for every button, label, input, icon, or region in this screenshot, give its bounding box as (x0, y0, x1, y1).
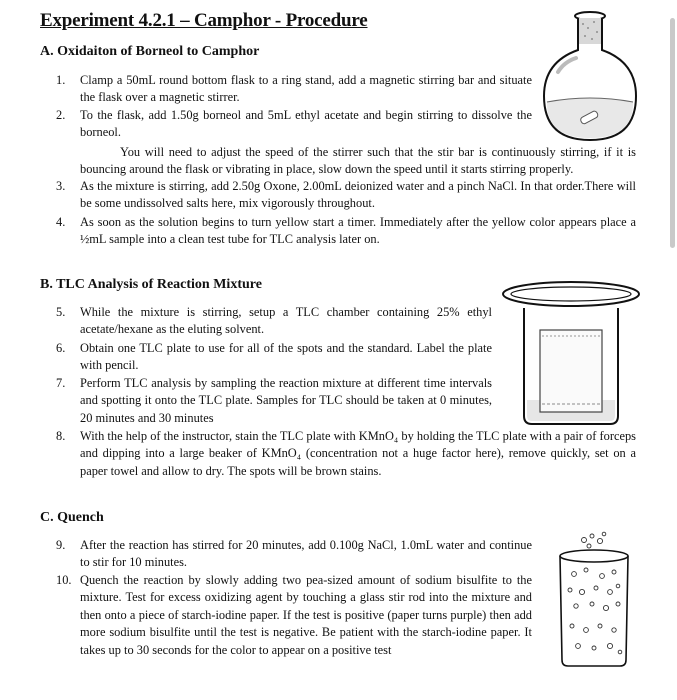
list-item: 5. While the mixture is stirring, setup a TLC chamber containing 25% ethyl acetate/hexane as the eluting solvent. (56, 305, 492, 337)
beaker-bubbles-icon (552, 530, 638, 670)
list-item: 1. Clamp a 50mL round bottom flask to a ring stand, add a magnetic stirring bar and situate the flask over a magnetic stirrer. (56, 73, 532, 105)
tlc-chamber-icon (500, 278, 646, 428)
section-b-heading: B. TLC Analysis of Reaction Mixture (40, 277, 262, 292)
list-item: 7. Perform TLC analysis by sampling the reaction mixture at different time intervals and spotting it onto the TLC plate. Samples for TLC should be taken at 0 minutes, 20 minutes and 30 minutes (56, 376, 492, 425)
list-item: 4. As soon as the solution begins to turn yellow start a timer. Immediately after the yellow color appears place a ½mL sample into a clean test tube for TLC analysis later on. (56, 215, 636, 247)
list-item: 9. After the reaction has stirred for 20 minutes, add 0.100g NaCl, 1.0mL water and continue to stir for 10 minutes. (56, 538, 532, 570)
stirring-note: You will need to adjust the speed of the stirrer such that the stir bar is continuously stirring, if it is bouncing around the flask or vibrating in place, slow down the speed until it starts stirring properly. (80, 145, 636, 177)
section-a-heading: A. Oxidaiton of Borneol to Camphor (40, 44, 260, 59)
page-title: Experiment 4.2.1 – Camphor - Procedure (40, 10, 368, 31)
list-item: 8. With the help of the instructor, stain the TLC plate with KMnO₄ by holding the TLC plate with a pair of forceps and dipping into a large beaker of KMnO₄ (concentration not a huge factor here), remove quickly, set on a paper towel and allow to dry. The spots will be brown stains. (56, 429, 636, 478)
list-item: 2. To the flask, add 1.50g borneol and 5mL ethyl acetate and begin stirring to dissolve the borneol. (56, 108, 532, 140)
section-c-heading: C. Quench (40, 510, 104, 525)
list-item: 3. As the mixture is stirring, add 2.50g Oxone, 2.00mL deionized water and a pinch NaCl. In that order.There will be some undissolved salts here, mix vigorously throughout. (56, 179, 636, 211)
round-bottom-flask-icon (538, 10, 642, 146)
list-item: 6. Obtain one TLC plate to use for all of the spots and the standard. Label the plate with pencil. (56, 341, 492, 373)
scrollbar[interactable] (670, 18, 675, 248)
list-item: 10. Quench the reaction by slowly adding two pea-sized amount of sodium bisulfite to the mixture. Test for excess oxidizing agent by touching a glass stir rod into the mixture and then onto a piece of starch-iodine paper. If the test is positive (paper turns purple) then add more sodium bisulfite until the test is negative. Be patient with the starch-iodine paper. It takes up to 30 seconds for the color to appear on a positive test (56, 573, 532, 657)
